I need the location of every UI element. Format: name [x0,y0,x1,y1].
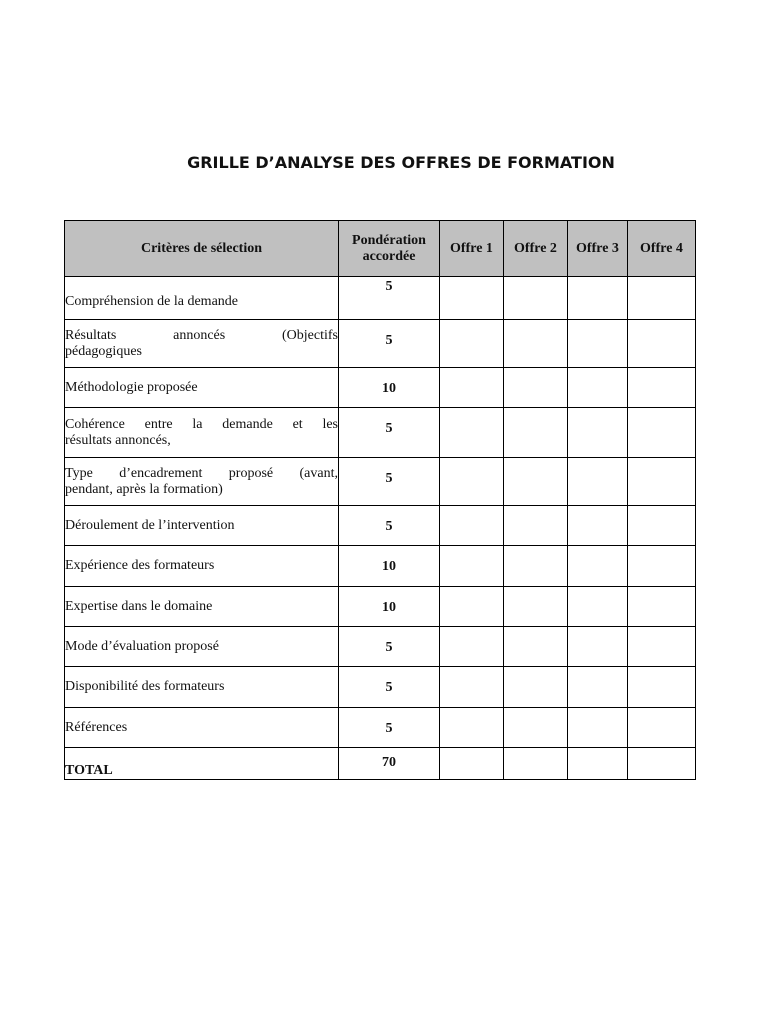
offer-3-cell[interactable] [568,708,628,748]
criteria-cell [65,368,339,408]
weight-cell: 5 [339,320,440,368]
offer-3-cell[interactable] [568,627,628,667]
offer-1-cell[interactable] [440,368,504,408]
header-weight-line2: accordée [362,248,416,264]
offer-2-cell[interactable] [504,320,568,368]
criteria-text-line2: résultats annoncés, [65,432,171,448]
criteria-text: Expertise dans le domaine [65,598,213,614]
weight-cell: 5 [339,408,440,458]
criteria-cell [65,320,339,368]
offer-3-cell[interactable] [568,667,628,708]
header-weight-line1: Pondération [352,232,426,248]
table-row [65,458,696,506]
offer-4-cell[interactable] [628,506,696,546]
table-row [65,667,696,708]
table-row [65,277,696,320]
offer-2-total-cell[interactable] [504,748,568,780]
offer-3-cell[interactable] [568,408,628,458]
offer-2-cell[interactable] [504,458,568,506]
offer-2-cell[interactable] [504,506,568,546]
total-label: TOTAL [65,748,339,780]
weight-cell: 5 [339,458,440,506]
offer-3-cell[interactable] [568,546,628,587]
criteria-cell [65,408,339,458]
offer-4-cell[interactable] [628,667,696,708]
weight-cell: 10 [339,368,440,408]
offer-2-cell[interactable] [504,667,568,708]
offer-4-cell[interactable] [628,708,696,748]
table-row [65,546,696,587]
offer-2-cell[interactable] [504,546,568,587]
criteria-text: Méthodologie proposée [65,379,198,395]
offer-3-total-cell[interactable] [568,748,628,780]
header-offer-4: Offre 4 [628,221,696,277]
offer-4-cell[interactable] [628,546,696,587]
weight-cell: 10 [339,587,440,627]
criteria-text: Déroulement de l’intervention [65,517,235,533]
offer-1-cell[interactable] [440,587,504,627]
offer-4-cell[interactable] [628,277,696,320]
criteria-text: Expérience des formateurs [65,558,215,573]
offer-1-cell[interactable] [440,627,504,667]
offer-3-cell[interactable] [568,506,628,546]
criteria-cell [65,708,339,748]
offer-2-cell[interactable] [504,708,568,748]
offer-2-cell[interactable] [504,277,568,320]
header-criteria: Critères de sélection [65,221,339,277]
criteria-cell [65,458,339,506]
criteria-cell [65,627,339,667]
offer-1-cell[interactable] [440,667,504,708]
offer-1-cell[interactable] [440,546,504,587]
weight-cell: 5 [339,627,440,667]
criteria-text: Références [65,719,128,735]
offer-3-cell[interactable] [568,458,628,506]
criteria-cell [65,277,339,320]
offer-4-cell[interactable] [628,458,696,506]
criteria-text: Mode d’évaluation proposé [65,638,219,654]
criteria-text-line1: Cohérence entre la demande et les [65,416,338,432]
weight-cell: 5 [339,506,440,546]
document-title: GRILLE D’ANALYSE DES OFFRES DE FORMATION [187,153,615,172]
offer-2-cell[interactable] [504,587,568,627]
table-row [65,408,696,458]
table-row [65,320,696,368]
criteria-text-line1: Type d’encadrement proposé (avant, [65,465,338,481]
offer-2-cell[interactable] [504,368,568,408]
offer-analysis-table [64,220,696,780]
criteria-text: Disponibilité des formateurs [65,679,225,694]
table-row [65,708,696,748]
offer-1-total-cell[interactable] [440,748,504,780]
table-row [65,506,696,546]
offer-3-cell[interactable] [568,277,628,320]
criteria-text-line1: Résultats annoncés (Objectifs [65,327,338,343]
header-offer-3: Offre 3 [568,221,628,277]
table-row [65,368,696,408]
criteria-cell [65,546,339,587]
offer-2-cell[interactable] [504,627,568,667]
table-row [65,587,696,627]
weight-cell: 10 [339,546,440,587]
offer-4-cell[interactable] [628,368,696,408]
offer-4-cell[interactable] [628,627,696,667]
weight-cell: 5 [339,708,440,748]
offer-4-total-cell[interactable] [628,748,696,780]
offer-3-cell[interactable] [568,587,628,627]
weight-cell: 5 [339,667,440,708]
criteria-cell [65,506,339,546]
criteria-text-line2: pédagogiques [65,343,142,359]
offer-3-cell[interactable] [568,320,628,368]
offer-1-cell[interactable] [440,408,504,458]
table-row [65,627,696,667]
criteria-text: Compréhension de la demande [65,294,239,309]
header-weight [339,221,440,277]
offer-4-cell[interactable] [628,587,696,627]
weight-cell: 5 [339,277,440,320]
offer-1-cell[interactable] [440,320,504,368]
total-row [65,748,696,780]
offer-1-cell[interactable] [440,277,504,320]
header-offer-2: Offre 2 [504,221,568,277]
offer-1-cell[interactable] [440,458,504,506]
header-row [65,221,696,277]
offer-4-cell[interactable] [628,408,696,458]
criteria-text-line2: pendant, après la formation) [65,481,223,497]
offer-3-cell[interactable] [568,368,628,408]
total-weight: 70 [339,748,440,780]
offer-1-cell[interactable] [440,506,504,546]
header-offer-1: Offre 1 [440,221,504,277]
offer-4-cell[interactable] [628,320,696,368]
offer-1-cell[interactable] [440,708,504,748]
criteria-cell [65,587,339,627]
criteria-cell [65,667,339,708]
offer-2-cell[interactable] [504,408,568,458]
